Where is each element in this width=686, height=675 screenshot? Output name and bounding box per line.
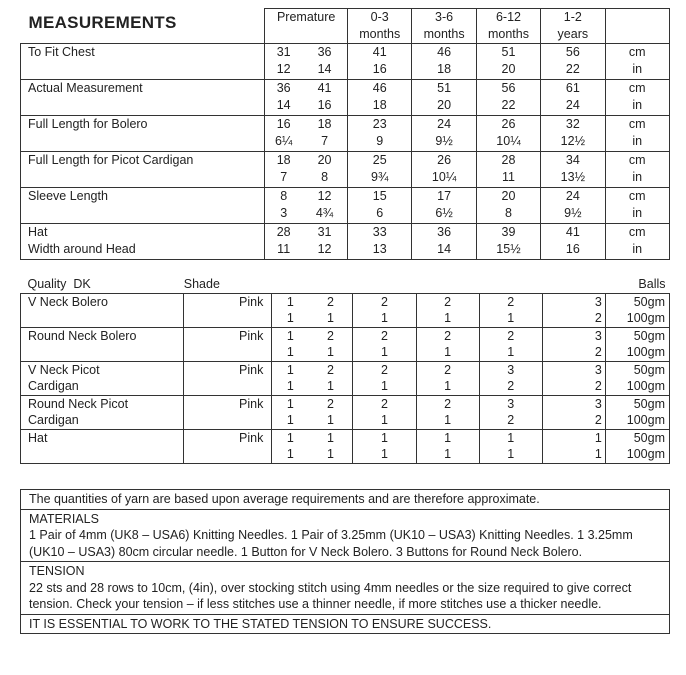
measurement-value-cell [302,116,347,152]
yarn-row [21,361,670,395]
qty-100gm: 2 [594,413,602,427]
value-cm: 61 [565,81,580,95]
yarn-quantity-cell [308,293,353,327]
unit-cm: cm [628,153,646,167]
value-in: 4¾ [315,205,334,220]
ball-50gm: 50gm [633,328,665,343]
measurement-value-cell [476,80,540,116]
value-in: 12½ [560,133,586,148]
qty-100gm: 1 [326,345,334,359]
value-in: 11 [501,169,515,184]
qty-100gm: 1 [381,379,388,393]
value-in: 16 [317,97,332,112]
measurement-value-cell [265,188,302,224]
measurement-value-cell [265,116,302,152]
value-in: 6½ [435,205,453,220]
qty-50gm: 2 [381,362,388,377]
qty-50gm: 2 [444,328,452,343]
yarn-row [21,429,670,463]
value-cm: 36 [276,81,291,95]
measurement-units [605,80,669,116]
unit-in: in [632,169,643,184]
header-age-1-2: 1-2 years [541,9,605,44]
qty-100gm: 1 [381,345,388,359]
quantities-note: The quantities of yarn are based upon average requirements and are therefore approximate. [21,490,669,510]
value-in: 20 [437,97,452,112]
value-cm: 8 [280,189,288,203]
qty-50gm: 3 [594,328,602,343]
ball-100gm: 100gm [626,413,665,427]
measurement-label-line: To Fit Chest [28,45,95,59]
measurement-label-line: Full Length for Picot Cardigan [28,153,194,167]
measurement-value-cell [348,188,412,224]
measurement-units [605,224,669,260]
yarn-quantity-cell [542,327,605,361]
value-in: 12 [276,61,291,76]
qty-100gm: 1 [444,413,452,427]
yarn-quantity-cell [308,395,353,429]
qty-100gm: 1 [444,379,452,393]
value-cm: 39 [501,225,516,239]
measurements-title: MEASUREMENTS [28,12,177,32]
qty-100gm: 1 [444,345,452,359]
yarn-quantity-cell [479,395,542,429]
measurement-units [605,188,669,224]
essential-note: IT IS ESSENTIAL TO WORK TO THE STATED TENSION TO ENSURE SUCCESS. [29,616,492,631]
value-in: 7 [280,169,288,184]
yarn-quantity-cell [542,395,605,429]
value-cm: 12 [317,189,332,203]
yarn-quantity-cell [308,327,353,361]
measurement-label [21,188,265,224]
yarn-label-line: Hat [28,430,48,445]
qty-100gm: 1 [507,447,515,461]
yarn-label-line: Cardigan [28,379,79,393]
measurements-table [20,8,670,260]
measurement-value-cell [302,80,347,116]
qty-100gm: 1 [326,447,334,461]
qty-100gm: 1 [381,447,388,461]
qty-100gm: 1 [286,345,294,359]
qty-50gm: 1 [444,430,452,445]
yarn-quantity-cell [479,429,542,463]
measurement-value-cell [265,152,302,188]
qty-100gm: 1 [507,311,515,325]
yarn-label-line: V Neck Bolero [28,294,108,309]
measurement-value-cell [302,188,347,224]
measurement-value-cell [265,44,302,80]
value-cm: 31 [317,225,332,239]
yarn-row [21,395,670,429]
measurement-value-cell [265,224,302,260]
measurement-row [21,224,670,260]
measurement-label-line: Sleeve Length [28,189,108,203]
yarn-quantity-cell [542,293,605,327]
value-in: 9¾ [371,169,389,184]
yarn-quantity-cell [542,429,605,463]
value-in: 12 [317,241,332,256]
qty-100gm: 2 [594,379,602,393]
notes-box [20,489,670,634]
value-cm: 15 [372,189,387,203]
tension-text: 22 sts and 28 rows to 10cm, (4in), over stocking stitch using 4mm needles or the size required to give correct tension. Check your tension – if less stitches use a thinner needle, if more stitches use a thicker needle. [29,580,632,611]
measurement-value-cell [348,152,412,188]
yarn-quantity-cell [416,361,479,395]
qty-50gm: 2 [507,294,515,309]
yarn-quantity-cell [308,361,353,395]
measurement-value-cell [476,116,540,152]
qty-50gm: 1 [507,430,515,445]
yarn-shade: Pink [184,361,272,395]
measurement-value-cell [348,44,412,80]
qty-100gm: 1 [507,345,515,359]
value-in: 9 [376,133,384,148]
value-in: 14 [276,97,291,112]
yarn-garment-label [21,361,184,395]
qty-50gm: 1 [286,430,294,445]
yarn-quantity-cell [353,327,416,361]
unit-in: in [632,241,643,256]
measurement-label [21,224,265,260]
yarn-quantity-cell [272,429,309,463]
qty-50gm: 2 [326,294,334,309]
value-in: 10¼ [431,169,457,184]
qty-100gm: 1 [286,447,294,461]
yarn-shade: Pink [184,293,272,327]
qty-50gm: 2 [444,294,452,309]
measurement-value-cell [412,80,476,116]
ball-50gm: 50gm [633,294,665,309]
value-cm: 28 [501,153,516,167]
qty-50gm: 2 [444,396,452,411]
value-in: 22 [565,61,580,76]
qty-50gm: 2 [444,362,452,377]
qty-100gm: 1 [381,413,388,427]
measurement-value-cell [302,224,347,260]
value-cm: 16 [276,117,291,131]
yarn-shade: Pink [184,395,272,429]
yarn-shade: Pink [184,327,272,361]
qty-50gm: 3 [594,396,602,411]
value-cm: 36 [437,225,452,239]
tension-heading: TENSION [29,564,85,578]
measurement-label-line: Width around Head [28,241,136,256]
measurement-label [21,80,265,116]
qty-100gm: 2 [594,345,602,359]
unit-cm: cm [628,117,646,131]
value-in: 18 [437,61,452,76]
qty-50gm: 1 [286,396,294,411]
ball-100gm: 100gm [626,311,665,325]
measurement-value-cell [412,116,476,152]
yarn-ball-sizes [605,361,669,395]
value-in: 9½ [564,205,582,220]
measurement-row [21,80,670,116]
qty-50gm: 2 [326,396,334,411]
qty-100gm: 1 [594,447,602,461]
unit-cm: cm [628,81,646,95]
yarn-quantity-cell [353,293,416,327]
unit-in: in [632,61,643,76]
value-cm: 23 [372,117,387,131]
unit-cm: cm [628,45,646,59]
yarn-ball-sizes [605,429,669,463]
yarn-quantity-cell [308,429,353,463]
measurement-value-cell [412,44,476,80]
unit-in: in [632,133,643,148]
value-cm: 31 [276,45,291,59]
yarn-label-line: V Neck Picot [28,362,100,377]
value-cm: 24 [565,189,580,203]
yarn-quantity-cell [353,361,416,395]
measurement-label-line: Actual Measurement [28,81,143,95]
qty-100gm: 2 [507,413,515,427]
value-cm: 41 [317,81,332,95]
yarn-quantity-cell [542,361,605,395]
measurement-label-line: Hat [28,225,48,239]
value-in: 7 [321,133,329,148]
value-cm: 20 [317,153,332,167]
value-cm: 46 [437,45,452,59]
qty-100gm: 1 [444,311,452,325]
qty-100gm: 1 [444,447,452,461]
value-in: 15½ [496,241,521,256]
measurement-value-cell [302,44,347,80]
header-premature: Premature [265,9,348,44]
yarn-quantity-cell [479,293,542,327]
qty-50gm: 1 [286,328,294,343]
measurement-value-cell [412,224,476,260]
measurement-label [21,116,265,152]
header-age-0-3: 0-3 months [348,9,412,44]
value-in: 24 [565,97,580,112]
header-age-6-12: 6-12 months [476,9,540,44]
measurement-units [605,116,669,152]
unit-cm: cm [628,225,646,239]
yarn-quantity-cell [416,327,479,361]
yarn-balls-label: Balls [638,277,666,291]
measurements-header-row [21,9,670,44]
ball-50gm: 50gm [633,430,665,445]
measurement-label-line: Full Length for Bolero [28,117,148,131]
measurement-value-cell [541,44,605,80]
yarn-garment-label [21,429,184,463]
yarn-quantity-cell [479,327,542,361]
header-unit [605,9,669,44]
qty-50gm: 2 [326,328,334,343]
qty-50gm: 1 [594,430,602,445]
measurement-label [21,152,265,188]
value-cm: 56 [501,81,516,95]
measurement-value-cell [541,224,605,260]
qty-100gm: 1 [381,311,388,325]
qty-100gm: 1 [286,311,294,325]
measurement-row [21,44,670,80]
yarn-quality-label: Quality DK [27,277,91,291]
value-cm: 24 [437,117,452,131]
qty-100gm: 1 [326,311,334,325]
measurement-value-cell [541,80,605,116]
value-cm: 18 [317,117,332,131]
ball-50gm: 50gm [633,362,665,377]
yarn-label-line: Round Neck Bolero [28,328,137,343]
qty-50gm: 3 [507,362,515,377]
measurement-value-cell [265,80,302,116]
value-in: 16 [372,61,387,76]
measurement-value-cell [541,116,605,152]
yarn-table [20,276,670,464]
value-in: 6¼ [274,133,293,148]
value-in: 8 [504,205,512,220]
yarn-quantity-cell [353,429,416,463]
value-cm: 46 [372,81,387,95]
value-in: 8 [321,169,329,184]
ball-100gm: 100gm [626,379,665,393]
qty-50gm: 1 [286,294,294,309]
qty-50gm: 1 [326,430,334,445]
yarn-garment-label [21,293,184,327]
value-cm: 18 [276,153,291,167]
qty-50gm: 2 [507,328,515,343]
measurement-value-cell [476,188,540,224]
value-cm: 56 [565,45,580,59]
value-in: 16 [565,241,580,256]
measurement-value-cell [412,152,476,188]
value-in: 14 [437,241,452,256]
measurement-value-cell [476,224,540,260]
yarn-garment-label [21,327,184,361]
yarn-shade: Pink [184,429,272,463]
unit-in: in [632,97,643,112]
value-cm: 51 [437,81,452,95]
yarn-quantity-cell [353,395,416,429]
yarn-quantity-cell [272,395,309,429]
measurement-value-cell [302,152,347,188]
qty-50gm: 2 [381,294,388,309]
measurement-value-cell [541,188,605,224]
value-cm: 20 [501,189,516,203]
yarn-ball-sizes [605,327,669,361]
materials-text: 1 Pair of 4mm (UK8 – USA6) Knitting Needles. 1 Pair of 3.25mm (UK10 – USA3) Knitting Needles. 1 3.25mm (UK10 – USA3) 80cm circular needle. 1 Button for V Neck Bolero. 3 Buttons for Round Neck Bolero. [29,528,633,559]
value-in: 13½ [560,169,586,184]
value-in: 9½ [435,133,453,148]
yarn-quantity-cell [272,293,309,327]
header-age-3-6: 3-6 months [412,9,476,44]
measurement-label [21,44,265,80]
ball-100gm: 100gm [626,447,665,461]
yarn-quantity-cell [416,395,479,429]
qty-100gm: 2 [594,311,602,325]
yarn-garment-label [21,395,184,429]
measurement-row [21,152,670,188]
yarn-quantity-cell [272,361,309,395]
yarn-shade-label: Shade [183,277,220,291]
measurement-value-cell [348,116,412,152]
value-cm: 33 [372,225,387,239]
value-cm: 32 [565,117,580,131]
measurement-value-cell [476,152,540,188]
qty-50gm: 3 [507,396,515,411]
value-cm: 26 [501,117,516,131]
qty-50gm: 3 [594,294,602,309]
value-in: 6 [376,205,384,220]
qty-50gm: 2 [381,396,388,411]
measurement-units [605,152,669,188]
value-cm: 41 [372,45,387,59]
ball-50gm: 50gm [633,396,665,411]
value-cm: 36 [317,45,332,59]
measurement-value-cell [541,152,605,188]
qty-100gm: 2 [507,379,515,393]
materials-heading: MATERIALS [29,511,99,526]
qty-100gm: 1 [286,413,294,427]
qty-50gm: 1 [286,362,294,377]
value-cm: 34 [565,153,580,167]
measurement-value-cell [348,224,412,260]
value-cm: 17 [437,189,452,203]
value-cm: 28 [276,225,291,239]
value-cm: 25 [372,153,387,167]
yarn-quantity-cell [416,293,479,327]
value-cm: 51 [501,45,516,59]
value-in: 11 [277,241,291,256]
value-in: 18 [372,97,387,112]
value-in: 22 [501,97,516,112]
measurement-row [21,188,670,224]
measurement-value-cell [348,80,412,116]
qty-50gm: 1 [381,430,388,445]
value-cm: 41 [565,225,580,239]
qty-100gm: 1 [286,379,294,393]
measurement-value-cell [412,188,476,224]
yarn-ball-sizes [605,293,669,327]
qty-50gm: 2 [381,328,388,343]
measurement-row [21,116,670,152]
value-in: 13 [372,241,387,256]
yarn-ball-sizes [605,395,669,429]
yarn-header-row [21,276,670,293]
yarn-quantity-cell [479,361,542,395]
yarn-quantity-cell [416,429,479,463]
qty-50gm: 3 [594,362,602,377]
qty-50gm: 2 [326,362,334,377]
qty-100gm: 1 [326,413,334,427]
unit-cm: cm [628,189,646,203]
value-cm: 26 [437,153,452,167]
qty-100gm: 1 [326,379,334,393]
yarn-label-line: Round Neck Picot [28,396,129,411]
measurement-units [605,44,669,80]
yarn-label-line: Cardigan [28,413,79,427]
value-in: 3 [280,205,288,220]
tension-section [21,562,669,615]
yarn-row [21,327,670,361]
value-in: 10¼ [496,133,521,148]
value-in: 14 [317,61,332,76]
unit-in: in [632,205,643,220]
yarn-quantity-cell [272,327,309,361]
ball-100gm: 100gm [626,345,665,359]
yarn-row [21,293,670,327]
measurement-value-cell [476,44,540,80]
value-in: 20 [501,61,516,76]
materials-section [21,510,669,563]
